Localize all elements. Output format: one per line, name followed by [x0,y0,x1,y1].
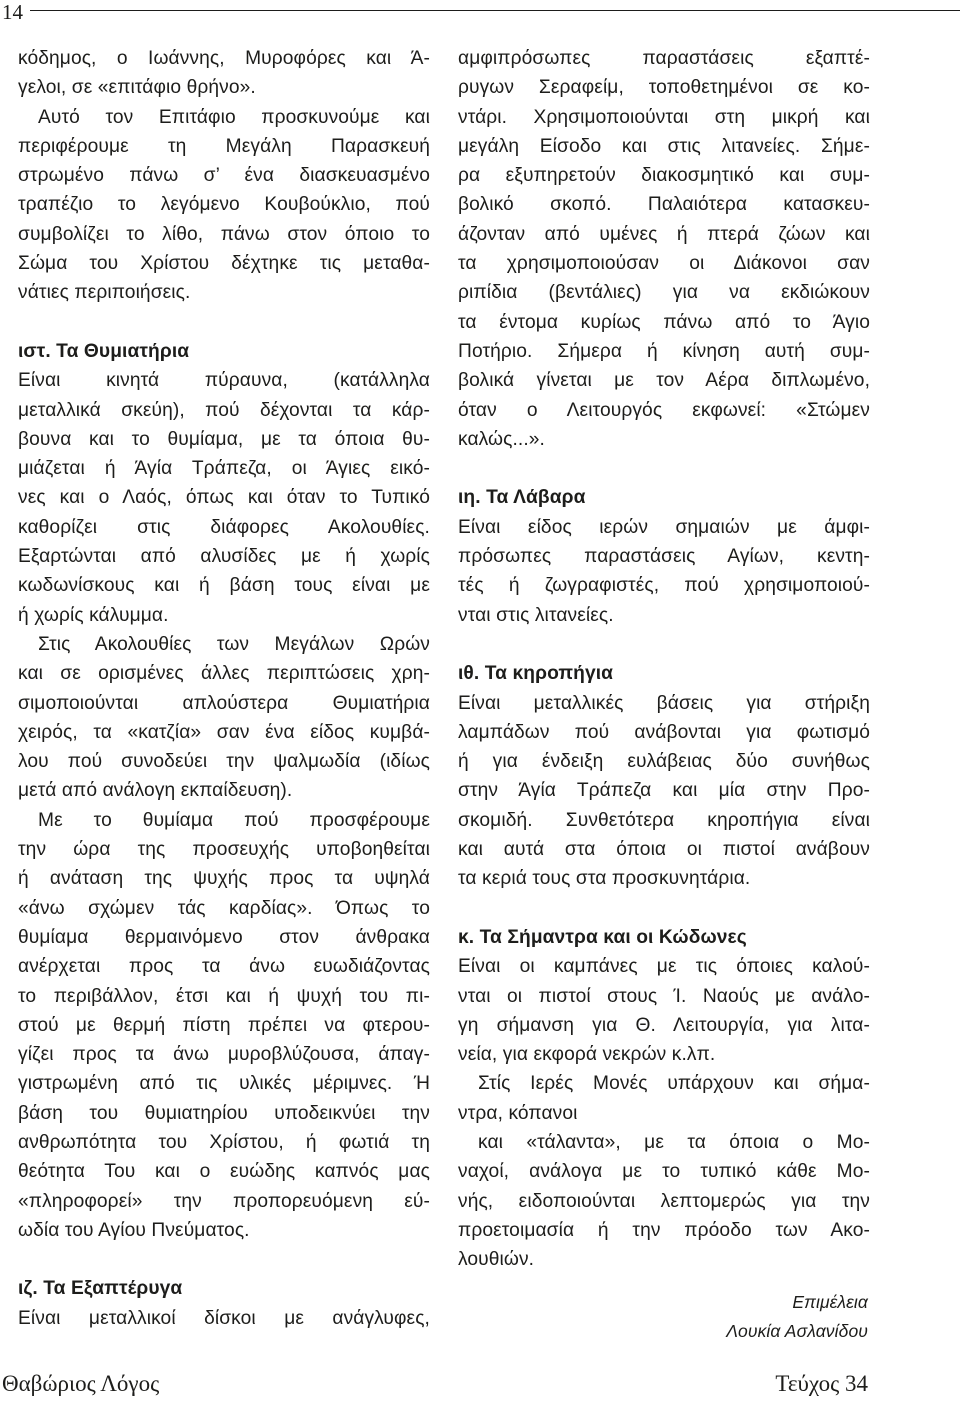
text-line: προετοιμασία ή την πρόοδο των Ακο- [458,1219,870,1241]
text-line: άζονταν από υμένες ή πτερά ζώων και [458,223,870,245]
text-line: ανέρχεται προς τα άνω ευωδιάζοντας [18,956,430,978]
text-line: Στις Ακολουθίες των Μεγάλων Ωρών [38,633,430,655]
paragraph-gap [18,308,430,337]
text-line: Είναι μεταλλικές βάσεις για στήριξη [458,692,870,714]
text-line: στην Άγία Τράπεζα και μία στην Προ- [458,780,870,802]
left-column [18,44,430,1333]
text-line: τα έντομα κυρίως πάνω από το Άγιο [458,311,870,333]
text-line: στρωμένο πάνω σ’ ένα διασκευασμένο [18,165,430,187]
text-line: ριπίδια (βεντάλιες) για να εκδιώκουν [458,282,870,304]
header-rule [30,10,960,11]
right-column [458,44,870,1346]
text-line: τραπέζιο το λεγόμενο Κουβούκλιο, πού [18,194,430,216]
text-line: την ώρα της προσευχής υποβοηθείται [18,839,430,861]
text-line: γη σήμανση για Θ. Λειτουργία, για λιτα- [458,1014,870,1036]
text-line: καλώς...». [458,428,545,450]
text-line: ή χωρίς κάλυμμα. [18,604,169,626]
text-line: μεταλλικά σκεύη), πού δέχονται τα κάρ- [18,399,430,421]
paragraph-gap [458,454,870,483]
text-line: ρυγων Σεραφείμ, τοποθετημένοι σε κο- [458,77,870,99]
text-line: Στίς Ιερές Μονές υπάρχουν και σήμα- [478,1073,870,1095]
text-line: ανθρωπότητα του Χρίστου, ή φωτιά τη [18,1131,430,1153]
text-line: βολικά γίνεται με τον Αέρα διπλωμένο, [458,370,870,392]
text-line: βάση του θυμιατηρίου υποδεικνύει την [18,1102,430,1124]
text-line: ντάρι. Χρησιμοποιούνται στη μικρή και [458,106,870,128]
text-line: μεγάλη Είσοδο και στις λιτανείες. Σήμε- [458,135,870,157]
text-line: και αυτά στα όποια οι πιστοί ανάβουν [458,839,870,861]
credit-label: Επιμέλεια [792,1292,868,1313]
text-line: ή ανάταση της ψυχής προς τα υψηλά [18,868,430,890]
section-heading: ιστ. Τα Θυμιατήρια [18,340,190,362]
footer-magazine-title: Θαβώριος Λόγος [2,1371,160,1396]
text-line: «πληροφορεί» την προπορευόμενη εύ- [18,1190,430,1212]
text-line: περιφέρουμε τη Μεγάλη Παρασκευή [18,135,430,157]
text-line: Είναι είδος ιερών σημαιών με άμφι- [458,516,870,538]
text-line: σκομιδή. Συνθετότερα κηροπήγια είναι [458,809,870,831]
credit-author: Λουκία Ασλανίδου [726,1321,868,1342]
paragraph-gap [458,630,870,659]
text-line: τα κεριά τους στα προσκυνητάρια. [458,868,751,890]
section-heading: ιζ. Τα Εξαπτέρυγα [18,1278,183,1300]
credit-spacer [458,1274,870,1288]
text-line: γελοι, σε «επιτάφιο θρήνο». [18,77,256,99]
text-line: ωδία του Αγίου Πνεύματος. [18,1219,250,1241]
text-line: και «τάλαντα», με τα όποια ο Μο- [478,1131,870,1153]
page-number: 14 [2,0,23,24]
text-line: ρα εξυπηρετούν διακοσμητικό και συμ- [458,165,870,187]
text-line: μετά από ανάλογη εκπαίδευση). [18,780,293,802]
text-line: Είναι κινητά πύραυνα, (κατάλληλα [18,370,430,392]
text-line: νται οι πιστοί στους Ί. Ναούς με ανάλο- [458,985,870,1007]
text-line: Είναι οι καμπάνες με τις όποιες καλού- [458,956,870,978]
text-line: νής, ειδοποιούνται λεπτομερώς για την [458,1190,870,1212]
text-line: και σε ορισμένες άλλες περιπτώσεις χρη- [18,663,430,685]
section-heading: κ. Τα Σήμαντρα και οι Κώδωνες [458,926,747,948]
text-line: ναχοί, ανάλογα με το τυπικό κάθε Μο- [458,1161,870,1183]
text-line: γίζει προς τα άνω μυροβλύζουσα, άπαγ- [18,1044,430,1066]
footer-issue-number: Τεύχος 34 [775,1371,868,1396]
text-line: μιάζεται ή Άγία Τράπεζα, οι Άγιες εικό- [18,458,430,480]
paragraph-gap [458,894,870,923]
text-line: όταν ο Λειτουργός εκφωνεί: «Στώμεν [458,399,870,421]
text-line: βουνα και το θυμίαμα, με τα όποια θυ- [18,428,430,450]
paragraph-gap [18,1245,430,1274]
text-line: σιμοποιούνται απλούστερα Θυμιατήρια [18,692,430,714]
section-heading: ιη. Τα Λάβαρα [458,487,586,509]
text-line: λαμπάδων πού ανάβονται για φωτισμό [458,721,870,743]
text-line: Ποτήριο. Σήμερα ή κίνηση αυτή συμ- [458,340,870,362]
text-line: νται στις λιτανείες. [458,604,614,626]
text-line: ντρα, κόπανοι [458,1102,578,1124]
text-line: αμφιπρόσωπες παραστάσεις εξαπτέ- [458,48,870,69]
text-line: κωδωνίσκους και ή βάση τους είναι με [18,575,430,597]
text-line: Με το θυμίαμα πού προσφέρουμε [38,809,430,831]
text-line: «άνω σχώμεν τάς καρδίας». Όπως το [18,897,430,919]
text-line: θεότητα Του και ο ευώδης καπνός μας [18,1161,430,1183]
text-line: το περιβάλλον, έτσι και ή ψυχή του πι- [18,985,430,1007]
text-line: καθορίζει στις διάφορες Ακολουθίες. [18,516,430,538]
text-line: πρόσωπες παραστάσεις Αγίων, κεντη- [458,546,870,568]
section-heading: ιθ. Τα κηροπήγια [458,663,614,685]
text-line: στού με θερμή πίστη πρέπει να φτερου- [18,1014,430,1036]
text-line: ή για ένδειξη ευλάβειας δύο συνήθως [458,751,870,773]
text-line: νεία, για εκφορά νεκρών κ.λπ. [458,1044,716,1066]
text-line: συμβολίζει το λίθο, πάνω στον όποιο το [18,223,430,245]
text-line: νες και ο Λαός, όπως και όταν το Τυπικό [18,487,430,509]
text-line: γιστρωμένη από τις υλικές μέριμνες. Ή [18,1073,430,1095]
text-line: τα χρησιμοποιούσαν οι Διάκονοι σαν [458,253,870,275]
text-line: νάτιες περιποιήσεις. [18,282,191,304]
text-line: τές ή ζωγραφιστές, πού χρησιμοποιού- [458,575,870,597]
text-line: χειρός, τα «κατζία» σαν ένα είδος κυμβά- [18,721,430,743]
text-line: θυμίαμα θερμαινόμενο στον άνθρακα [18,926,430,948]
text-line: Αυτό τον Επιτάφιο προσκυνούμε και [38,106,430,128]
text-line: λου πού συνοδεύει την ψαλμωδία (ιδίως [18,751,430,773]
text-line: Σώμα του Χρίστου δέχτηκε τις μεταθα- [18,253,430,275]
text-line: Εξαρτώνται από αλυσίδες με ή χωρίς [18,546,430,568]
text-line: λουθιών. [458,1249,535,1271]
text-line: βολικό σκοπό. Παλαιότερα κατασκευ- [458,194,870,216]
text-line: κόδημος, ο Ιωάννης, Μυροφόρες και Ά- [18,48,430,69]
text-line: Είναι μεταλλικοί δίσκοι με ανάγλυφες, [18,1307,430,1329]
